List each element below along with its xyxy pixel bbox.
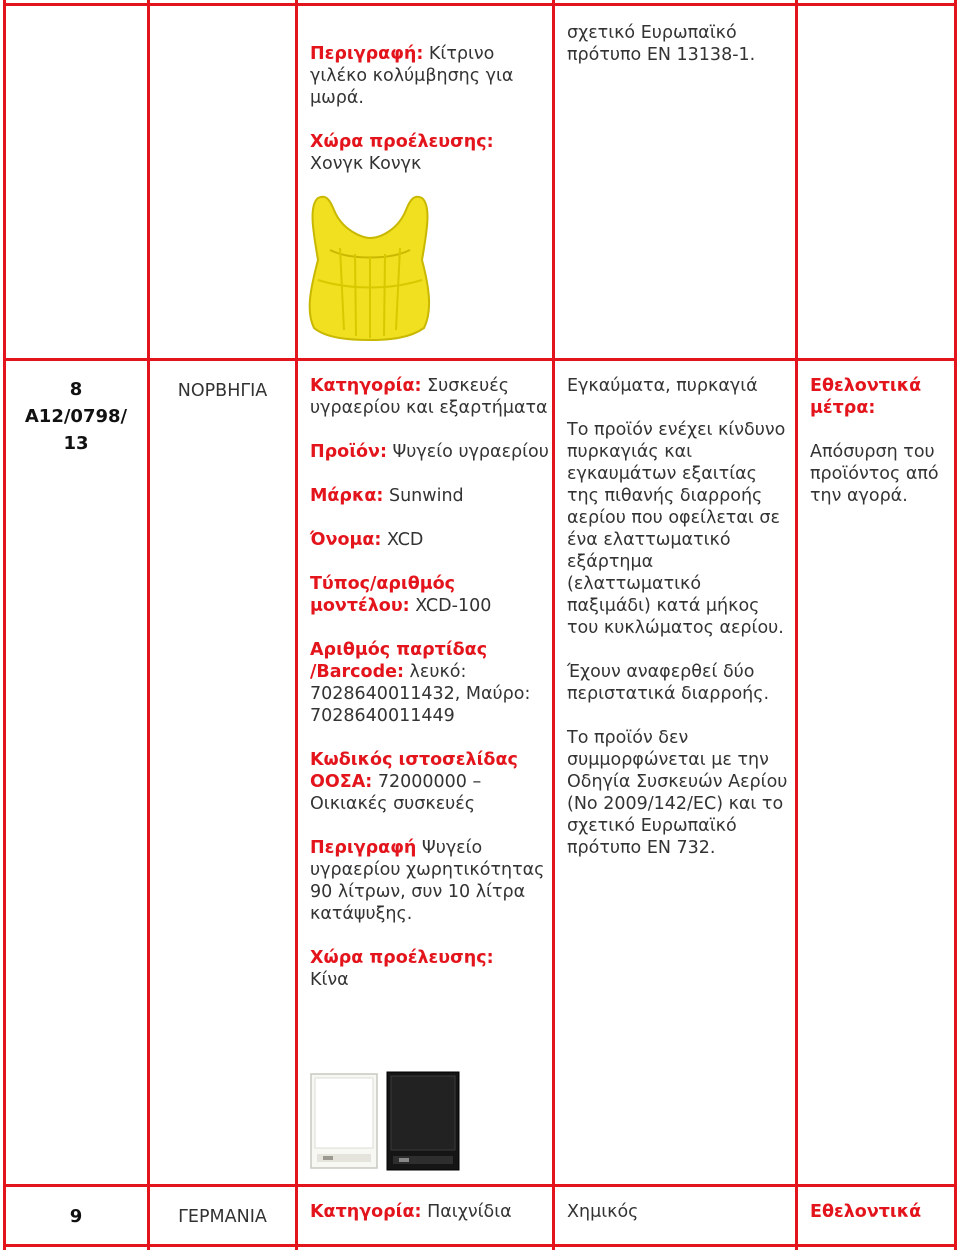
row8-product: Προϊόν: Ψυγείο υγραερίου — [310, 442, 549, 462]
row9-measures-label: Εθελοντικά — [810, 1202, 922, 1222]
gas-fridges-image — [305, 1068, 465, 1176]
column-divider-2 — [295, 0, 298, 1250]
row9-product-cell — [310, 1201, 550, 1223]
table-border-top — [3, 3, 957, 6]
row-divider-9 — [3, 1184, 957, 1187]
table-border-bottom — [3, 1244, 957, 1247]
row8-batch: Αριθμός παρτίδας /Barcode: λευκό: 7028640011432, Μαύρο: 7028640011449 — [310, 640, 531, 726]
row8-risk-compliance: Το προϊόν δεν συμμορφώνεται με την Οδηγία Συσκευών Αερίου (Νο 2009/142/EC) και το σχετικό Ευρωπαϊκό πρότυπο ΕΝ 732. — [567, 728, 788, 858]
column-divider-1 — [147, 0, 150, 1250]
row8-category: Κατηγορία: Συσκευές υγραερίου και εξαρτήματα — [310, 376, 548, 418]
row8-measures-cell — [810, 375, 950, 507]
prev-description-label: Περιγραφή: — [310, 44, 424, 64]
prev-origin-label: Χώρα προέλευσης: — [310, 132, 494, 152]
row8-oecd: Κωδικός ιστοσελίδας ΟΟΣΑ: 72000000 – Οικιακές συσκευές — [310, 750, 518, 814]
row8-risk-description: Το προϊόν ενέχει κίνδυνο πυρκαγιάς και εγκαυμάτων εξαιτίας της πιθανής διαρροής αερίου που οφείλεται σε ένα ελαττωματικό εξάρτημα (ελαττωματικό παξιμάδι) κατά μήκος του κυκλώματος αερίου. — [567, 420, 786, 638]
row9-risk-cell — [567, 1201, 789, 1223]
row9-measures-cell — [810, 1201, 950, 1223]
row8-risk-title: Εγκαύματα, πυρκαγιά — [567, 376, 758, 396]
row8-brand: Μάρκα: Sunwind — [310, 486, 464, 506]
row8-country: ΝΟΡΒΗΓΙΑ — [177, 381, 268, 401]
row8-risk-cell — [567, 375, 789, 859]
yellow-swim-vest-image — [300, 190, 440, 350]
column-divider-4 — [795, 0, 798, 1250]
row8-risk-incidents: Έχουν αναφερθεί δύο περιστατικά διαρροής. — [567, 662, 770, 704]
row8-description: Περιγραφή Ψυγείο υγραερίου χωρητικότητας 90 λίτρων, συν 10 λίτρα κατάψυξης. — [310, 838, 545, 924]
row8-model: Τύπος/αριθμός μοντέλου: XCD-100 — [310, 574, 492, 616]
row8-measures-value: Απόσυρση του προϊόντος από την αγορά. — [810, 442, 939, 506]
row8-number: 8 A12/0798/ 13 — [24, 379, 128, 454]
row8-name: Όνομα: XCD — [310, 530, 424, 550]
row9-country: ΓΕΡΜΑΝΙΑ — [178, 1207, 267, 1227]
row9-category-value: Παιχνίδια — [421, 1202, 512, 1222]
prev-description: Περιγραφή: Κίτρινο γιλέκο κολύμβησης για μωρά. — [310, 44, 514, 108]
row9-category-label: Κατηγορία: — [310, 1202, 422, 1222]
prev-product-cell — [310, 43, 540, 175]
row9-risk-title: Χημικός — [567, 1202, 639, 1222]
row9-number: 9 — [69, 1206, 83, 1227]
column-divider-3 — [552, 0, 555, 1250]
table-border-left — [3, 0, 6, 1250]
row8-product-cell — [310, 375, 550, 991]
row8-measures-label: Εθελοντικά μέτρα: — [810, 376, 922, 418]
row-divider-8 — [3, 358, 957, 361]
prev-risk-tail: σχετικό Ευρωπαϊκό πρότυπο ΕΝ 13138-1. — [567, 23, 756, 65]
row8-origin: Χώρα προέλευσης: Κίνα — [310, 948, 494, 990]
table-border-right — [954, 0, 957, 1250]
prev-origin: Χώρα προέλευσης: Χονγκ Κονγκ — [310, 132, 494, 174]
